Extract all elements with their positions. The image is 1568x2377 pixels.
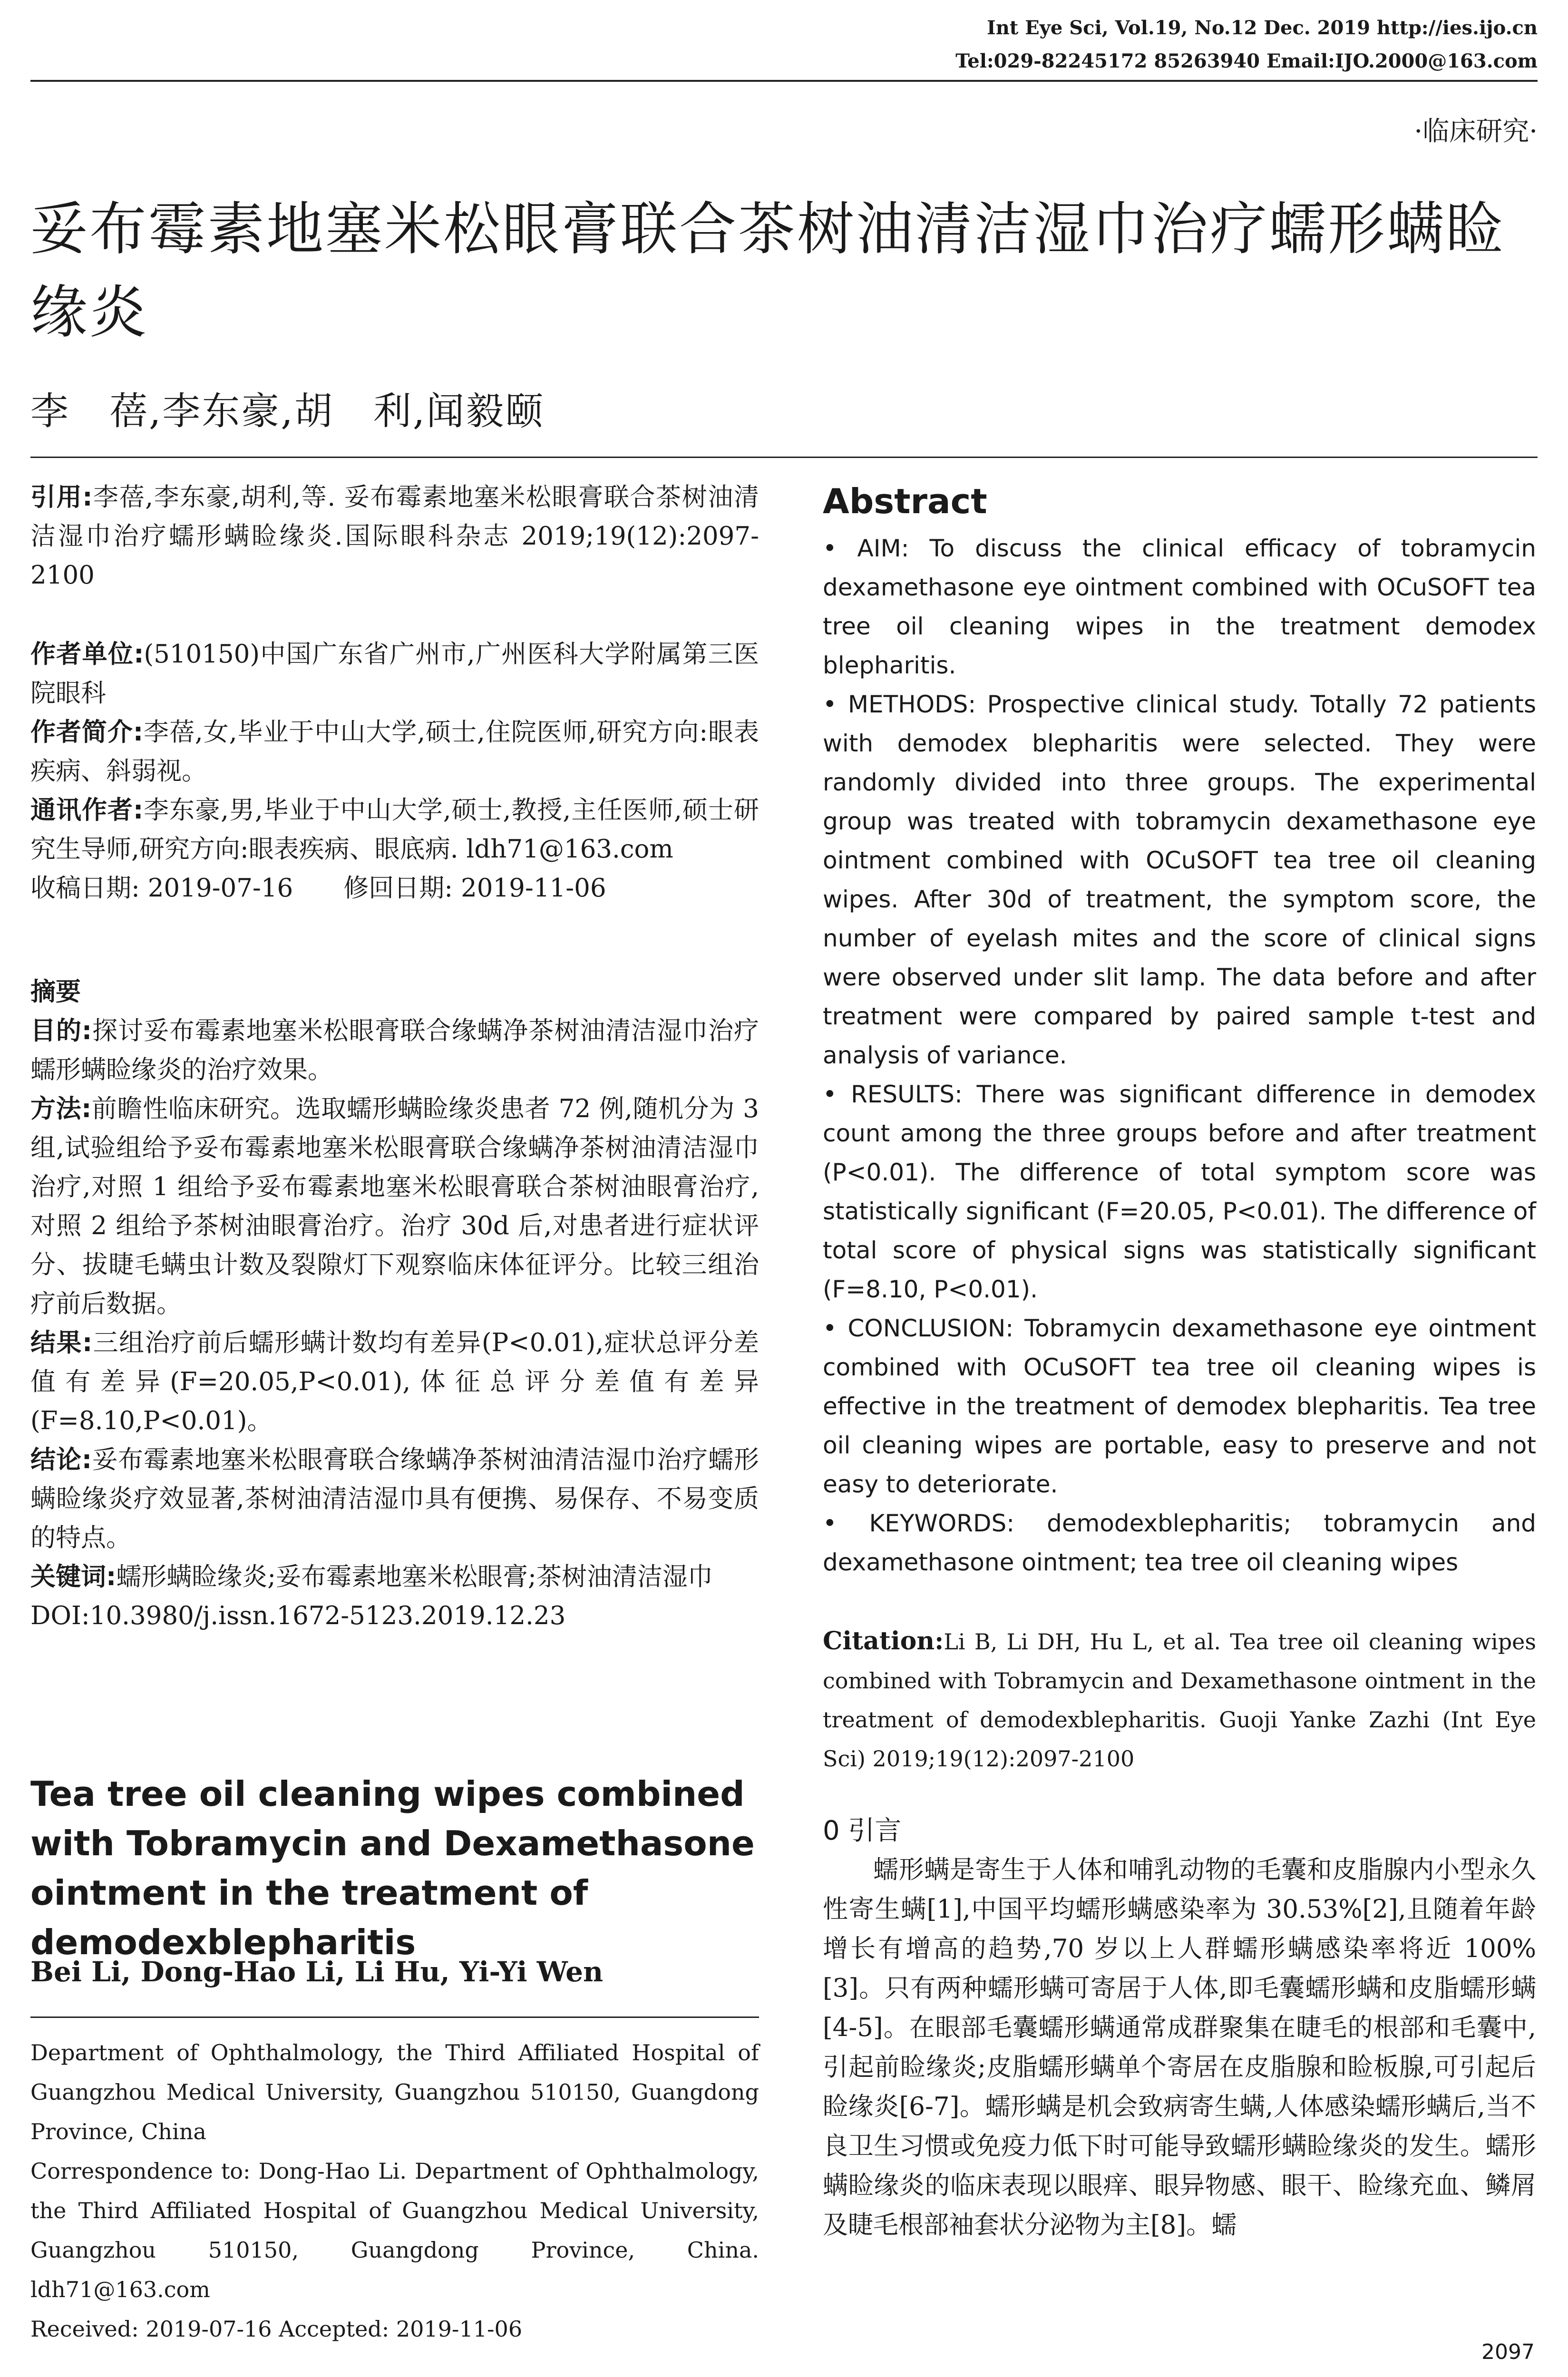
citation-zh — [30, 478, 759, 595]
journal-header-line2: Tel:029-82245172 85263940 Email:IJO.2000@163.com — [955, 50, 1538, 72]
abstract-en-results: • RESULTS: There was significant difference in demodex count among the three groups before and after treatment (P<0.01). The difference of total symptom score was statistically significant (F=20.05, P<0.01). The difference of total score of physical signs was statistically significant (F=8.10, P<0.01). — [823, 1081, 1536, 1303]
affiliation-en-dates: Received: 2019-07-16 Accepted: 2019-11-06 — [30, 2316, 523, 2342]
abstract-en-heading: Abstract — [823, 481, 987, 521]
abstract-zh-results: 三组治疗前后蠕形螨计数均有差异(P<0.01),症状总评分差值有差异(F=20.05,P<0.01),体征总评分差值有差异(F=8.10,P<0.01)。 — [30, 1328, 759, 1435]
abstract-zh-keywords: 蠕形螨睑缘炎;妥布霉素地塞米松眼膏;茶树油清洁湿巾 — [116, 1562, 713, 1591]
abstract-zh-label: 结论: — [30, 1445, 92, 1474]
abstract-zh-heading: 摘要 — [30, 977, 81, 1006]
abstract-zh-label: 结果: — [30, 1328, 93, 1357]
abstract-zh-methods: 前瞻性临床研究。选取蠕形螨睑缘炎患者 72 例,随机分为 3 组,试验组给予妥布霉素地塞米松眼膏联合缘螨净茶树油清洁湿巾治疗,对照 1 组给予妥布霉素地塞米松眼膏联合茶树油眼膏治疗,对照 2 组给予茶树油眼膏治疗。治疗 30d 后,对患者进行症状评分、拔睫毛螨虫计数及裂隙灯下观察临床体征评分。比较三组治疗前后数据。 — [30, 1094, 759, 1318]
authors-zh: 李 蓓,李东豪,胡 利,闻毅颐 — [30, 389, 545, 433]
abstract-en-keywords: • KEYWORDS: demodexblepharitis; tobramycin and dexamethasone ointment; tea tree oil cleaning wipes — [823, 1510, 1536, 1576]
abstract-en-conclusion: • CONCLUSION: Tobramycin dexamethasone eye ointment combined with OCuSOFT tea tree oil cleaning wipes is effective in the treatment of demodex blepharitis. Tea tree oil cleaning wipes are portable, easy to preserve and not easy to deteriorate. — [823, 1315, 1536, 1498]
info-bio: 李蓓,女,毕业于中山大学,硕士,住院医师,研究方向:眼表疾病、斜弱视。 — [30, 718, 760, 786]
info-affiliation: (510150)中国广东省广州市,广州医科大学附属第三医院眼科 — [30, 640, 759, 708]
affiliation-en-correspondence: Correspondence to: Dong-Hao Li. Department of Ophthalmology, the Third Affiliated Hospital of Guangzhou Medical University, Guangzhou 510150, Guangdong Province, China. ldh71@163.com — [30, 2158, 759, 2302]
citation-zh-label: 引用: — [30, 483, 93, 512]
info-label: 作者单位: — [30, 640, 144, 669]
article-title-en: Tea tree oil cleaning wipes combined with Tobramycin and Dexamethasone ointment in the treatment of demodexblepharitis — [30, 1774, 755, 1962]
abstract-zh-doi: DOI:10.3980/j.issn.1672-5123.2019.12.23 — [30, 1601, 566, 1630]
abstract-en-aim: • AIM: To discuss the clinical efficacy of tobramycin dexamethasone eye ointment combined with OCuSOFT tea tree oil cleaning wipes in the treatment demodex blepharitis. — [823, 535, 1536, 679]
article-title-zh: 妥布霉素地塞米松眼膏联合茶树油清洁湿巾治疗蠕形螨睑缘炎 — [30, 196, 1505, 346]
citation-zh-text: 李蓓,李东豪,胡利,等. 妥布霉素地塞米松眼膏联合茶树油清洁湿巾治疗蠕形螨睑缘炎.国际眼科杂志 2019;19(12):2097-2100 — [30, 483, 759, 590]
abstract-en-methods: • METHODS: Prospective clinical study. Totally 72 patients with demodex blepharitis were selected. They were randomly divided into three groups. The experimental group was treated with tobramycin dexamethasone eye ointment combined with OCuSOFT tea tree oil cleaning wipes. After 30d of treatment, the symptom score, the number of eyelash mites and the score of clinical signs were observed under slit lamp. The data before and after treatment were compared by paired sample t-test and analysis of variance. — [823, 691, 1536, 1069]
info-label: 通讯作者: — [30, 796, 144, 825]
abstract-zh-label: 关键词: — [30, 1562, 117, 1591]
info-dates: 收稿日期: 2019-07-16 修回日期: 2019-11-06 — [30, 874, 606, 903]
citation-en-text: Li B, Li DH, Hu L, et al. Tea tree oil cleaning wipes combined with Tobramycin and Dexamethasone ointment in the treatment of demodexblepharitis. Guoji Yanke Zazhi (Int Eye Sci) 2019;19(12):2097-2100 — [823, 1629, 1536, 1772]
affiliation-en-dept: Department of Ophthalmology, the Third Affiliated Hospital of Guangzhou Medical University, Guangzhou 510150, Guangdong Province, China — [30, 2040, 759, 2144]
abstract-zh-conclusion: 妥布霉素地塞米松眼膏联合缘螨净茶树油清洁湿巾治疗蠕形螨睑缘炎疗效显著,茶树油清洁湿巾具有便携、易保存、不易变质的特点。 — [30, 1445, 759, 1552]
header-divider — [30, 80, 1538, 82]
citation-en-label: Citation: — [823, 1627, 944, 1656]
info-label: 作者简介: — [30, 718, 144, 747]
title-divider — [30, 457, 1538, 458]
affiliation-en — [30, 2033, 759, 2349]
section-label: ·临床研究· — [1414, 116, 1538, 147]
abstract-en — [823, 529, 1536, 1582]
authors-en: Bei Li, Dong-Hao Li, Li Hu, Yi-Yi Wen — [30, 1956, 604, 1988]
intro-text: 蠕形螨是寄生于人体和哺乳动物的毛囊和皮脂腺内小型永久性寄生螨[1],中国平均蠕形螨感染率为 30.53%[2],且随着年龄增长有增高的趋势,70 岁以上人群蠕形螨感染率将近 100%[3]。只有两种蠕形螨可寄居于人体,即毛囊蠕形螨和皮脂蠕形螨[4-5]。在眼部毛囊蠕形螨通常成群聚集在睫毛的根部和毛囊中,引起前睑缘炎;皮脂蠕形螨单个寄居在皮脂腺和睑板腺,可引起后睑缘炎[6-7]。蠕形螨是机会致病寄生螨,人体感染蠕形螨后,当不良卫生习惯或免疫力低下时可能导致蠕形螨睑缘炎的发生。蠕形螨睑缘炎的临床表现以眼痒、眼异物感、眼干、睑缘充血、鳞屑及睫毛根部袖套状分泌物为主[8]。蠕 — [823, 1855, 1536, 2240]
abstract-zh-label: 目的: — [30, 1016, 92, 1045]
abstract-zh-aim: 探讨妥布霉素地塞米松眼膏联合缘螨净茶树油清洁湿巾治疗蠕形螨睑缘炎的治疗效果。 — [30, 1016, 759, 1084]
authors-en-divider — [30, 2017, 759, 2018]
abstract-zh — [30, 973, 759, 1636]
author-info-zh — [30, 635, 759, 908]
page-number: 2097 — [1481, 2340, 1535, 2364]
abstract-zh-label: 方法: — [30, 1094, 92, 1123]
info-correspondence: 李东豪,男,毕业于中山大学,硕士,教授,主任医师,硕士研究生导师,研究方向:眼表疾病、眼底病. ldh71@163.com — [30, 796, 759, 864]
intro-heading: 0 引言 — [823, 1815, 902, 1846]
citation-en — [823, 1622, 1536, 1778]
journal-header-line1: Int Eye Sci, Vol.19, No.12 Dec. 2019 http://ies.ijo.cn — [986, 17, 1538, 39]
